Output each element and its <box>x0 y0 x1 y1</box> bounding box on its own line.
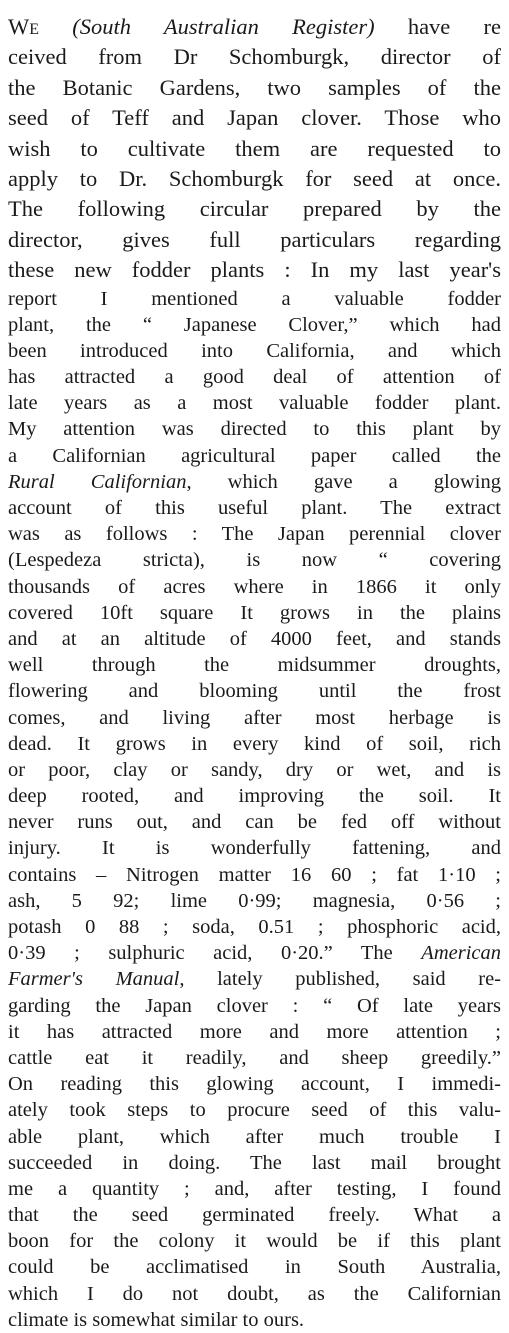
text-line <box>8 312 501 338</box>
text-segment: the Botanic Gardens, two samples of the <box>8 74 501 100</box>
text-line <box>8 966 501 992</box>
text-segment: that the seed germinated freely. What a <box>8 1204 501 1227</box>
text-segment: cattle eat it readily, and sheep greedily.” <box>8 1046 501 1069</box>
text-segment: plant, the “ Japanese Clover,” which had <box>8 313 501 336</box>
text-segment: boon for the colony it would be if this plant <box>8 1230 501 1253</box>
text-segment: apply to Dr. Schomburgk for seed at once. <box>8 165 501 191</box>
text-segment: , which gave a glowing <box>186 470 501 493</box>
text-segment: director, gives full particulars regarding <box>8 226 501 252</box>
text-line <box>8 914 501 940</box>
text-line <box>8 1281 501 1307</box>
text-line <box>8 809 501 835</box>
text-line <box>8 103 501 133</box>
text-segment: ash, 5 92; lime 0·99; magnesia, 0·56 ; <box>8 889 501 912</box>
text-line <box>8 390 501 416</box>
text-line <box>8 164 501 194</box>
text-segment: report I mentioned a valuable fodder <box>8 287 501 310</box>
small-caps-word: We <box>8 14 40 39</box>
text-line <box>8 443 501 469</box>
text-segment: comes, and living after most herbage is <box>8 706 501 729</box>
text-segment <box>39 14 72 39</box>
text-segment: these new fodder plants : In my last year's <box>8 257 501 283</box>
text-segment: climate is somewhat similar to ours. <box>8 1308 305 1331</box>
text-line <box>8 993 501 1019</box>
text-line <box>8 574 501 600</box>
text-line <box>8 1307 501 1333</box>
text-segment: ately took steps to procure seed of this valu- <box>8 1099 501 1122</box>
text-segment: was as follows : The Japan perennial clover <box>8 523 501 546</box>
text-line <box>8 652 501 678</box>
text-segment: flowering and blooming until the frost <box>8 680 501 703</box>
text-segment: late years as a most valuable fodder plant. <box>8 392 501 415</box>
text-line <box>8 835 501 861</box>
text-segment: thousands of acres where in 1866 it only <box>8 575 501 598</box>
text-line <box>8 255 501 285</box>
text-segment: been introduced into California, and which <box>8 339 501 362</box>
text-line <box>8 416 501 442</box>
text-segment: On reading this glowing account, I immedi- <box>8 1073 501 1096</box>
text-segment: The following circular prepared by the <box>8 196 501 222</box>
italic-title: (South Australian Register) <box>72 14 375 39</box>
text-segment: account of this useful plant. The extract <box>8 497 501 520</box>
text-line <box>8 225 501 255</box>
text-segment: could be acclimatised in South Australia, <box>8 1256 501 1279</box>
text-line <box>8 73 501 103</box>
text-segment: able plant, which after much trouble I <box>8 1125 501 1148</box>
text-line <box>8 731 501 757</box>
text-line <box>8 1124 501 1150</box>
text-line <box>8 286 501 312</box>
text-line <box>8 940 501 966</box>
text-line <box>8 600 501 626</box>
text-segment: dead. It grows in every kind of soil, rich <box>8 732 501 755</box>
text-segment: injury. It is wonderfully fattening, and <box>8 837 501 860</box>
article-lead-paragraph <box>8 12 501 286</box>
text-line <box>8 194 501 224</box>
text-segment: 0·39 ; sulphuric acid, 0·20.” The <box>8 942 422 965</box>
text-line <box>8 469 501 495</box>
text-line <box>8 338 501 364</box>
text-segment: has attracted a good deal of attention of <box>8 366 501 389</box>
text-segment: contains – Nitrogen matter 16 60 ; fat 1·10 ; <box>8 863 501 886</box>
text-line <box>8 1254 501 1280</box>
text-segment: (Lespedeza stricta), is now “ covering <box>8 549 501 572</box>
text-line <box>8 1019 501 1045</box>
text-segment: or poor, clay or sandy, dry or wet, and is <box>8 758 501 781</box>
text-line <box>8 42 501 72</box>
text-line <box>8 521 501 547</box>
italic-title: American <box>421 942 501 965</box>
text-line <box>8 783 501 809</box>
text-segment: which I do not doubt, as the Californian <box>8 1282 501 1305</box>
text-line <box>8 547 501 573</box>
text-segment: deep rooted, and improving the soil. It <box>8 785 501 808</box>
text-line <box>8 1071 501 1097</box>
text-segment: My attention was directed to this plant by <box>8 418 501 441</box>
italic-title: Rural Californian <box>8 470 187 493</box>
text-line <box>8 134 501 164</box>
text-segment: never runs out, and can be fed off without <box>8 811 501 834</box>
text-segment: wish to cultivate them are requested to <box>8 135 501 161</box>
text-segment: well through the midsummer droughts, <box>8 654 501 677</box>
text-line <box>8 1228 501 1254</box>
text-line <box>8 862 501 888</box>
text-line <box>8 1097 501 1123</box>
text-segment: garding the Japan clover : “ Of late years <box>8 994 501 1017</box>
text-line <box>8 1176 501 1202</box>
text-line <box>8 495 501 521</box>
text-segment: a Californian agricultural paper called the <box>8 444 501 467</box>
text-line <box>8 888 501 914</box>
text-segment: it has attracted more and more attention ; <box>8 1020 501 1043</box>
text-segment: ceived from Dr Schomburgk, director of <box>8 44 501 70</box>
text-segment: succeeded in doing. The last mail brought <box>8 1151 501 1174</box>
text-line <box>8 626 501 652</box>
text-segment: and at an altitude of 4000 feet, and stands <box>8 627 501 650</box>
text-line <box>8 757 501 783</box>
text-line <box>8 1150 501 1176</box>
text-segment: potash 0 88 ; soda, 0.51 ; phosphoric acid, <box>8 916 501 939</box>
text-segment: covered 10ft square It grows in the plains <box>8 601 501 624</box>
text-segment: me a quantity ; and, after testing, I found <box>8 1177 501 1200</box>
text-line <box>8 12 501 42</box>
text-line <box>8 705 501 731</box>
text-line <box>8 1202 501 1228</box>
text-segment: , lately published, said re- <box>179 968 501 991</box>
article-body-paragraph <box>8 286 501 1333</box>
text-line <box>8 678 501 704</box>
text-segment: have re <box>374 14 501 39</box>
text-segment: seed of Teff and Japan clover. Those who <box>8 105 501 131</box>
text-line <box>8 1045 501 1071</box>
italic-title: Farmer's Manual <box>8 968 180 991</box>
text-line <box>8 364 501 390</box>
